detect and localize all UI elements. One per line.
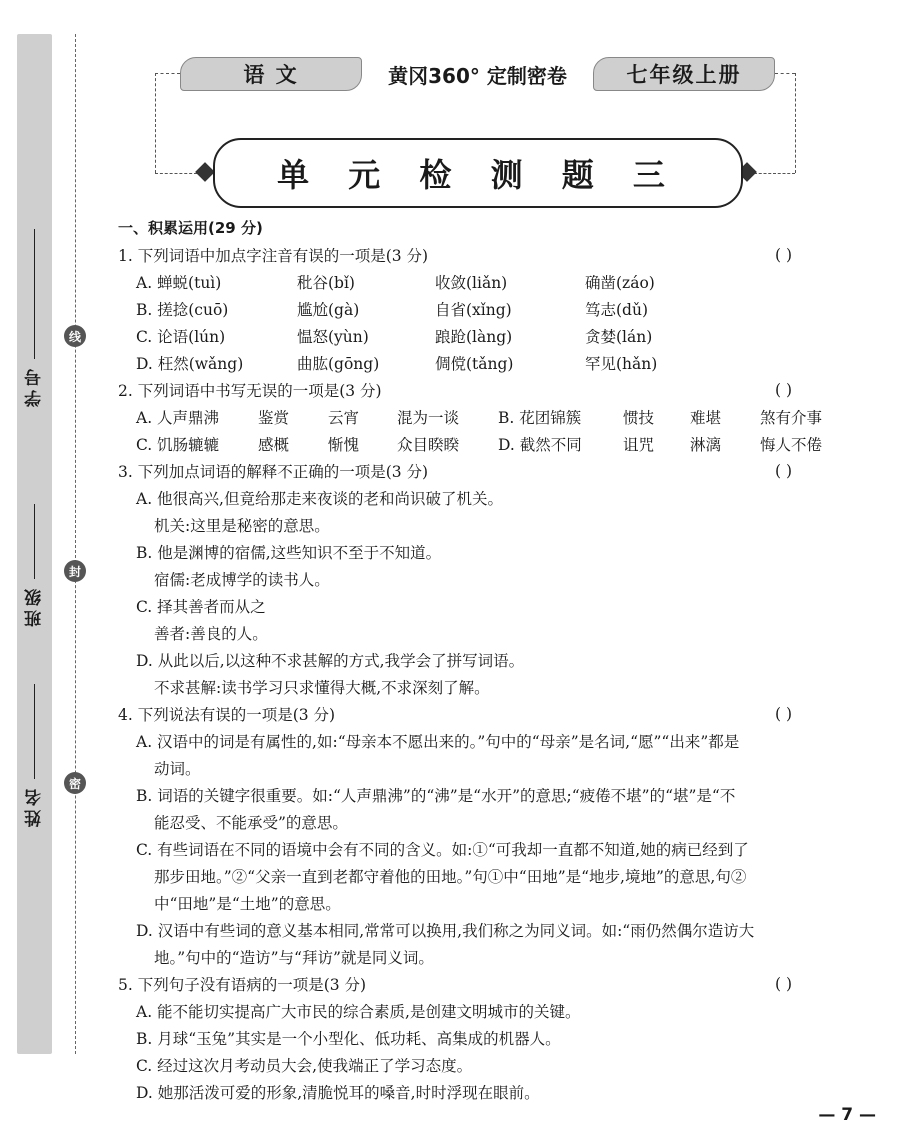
name-line <box>34 684 36 779</box>
q5-line: D. 她那活泼可爱的形象,清脆悦耳的嗓音,时时浮现在眼前。 <box>136 1084 540 1102</box>
q2-option-cell: 众目睽睽 <box>397 436 460 454</box>
q1-option-cell: 笃志(dǔ) <box>585 301 648 319</box>
cut-mark-secret: 密 <box>64 772 86 794</box>
header-dash <box>775 73 795 74</box>
q1-option-cell: 秕谷(bǐ) <box>297 274 355 292</box>
q1-option-cell: 愠怒(yùn) <box>297 328 369 346</box>
question-stem-1: 1. 下列词语中加点字注音有误的一项是(3 分) <box>118 247 429 265</box>
q4-line: A. 汉语中的词是有属性的,如:“母亲本不愿出来的。”句中的“母亲”是名词,“愿”“出来”都是 <box>136 733 740 751</box>
q4-line: B. 词语的关键字很重要。如:“人声鼎沸”的“沸”是“水开”的意思;“疲倦不堪”的“堪”是“不 <box>136 787 736 805</box>
q3-line: C. 择其善者而从之 <box>136 598 266 616</box>
title-box <box>213 138 743 208</box>
q2-option-cell: 混为一谈 <box>397 409 460 427</box>
q2-option-cell: 悔人不倦 <box>760 436 823 454</box>
cut-mark-line: 线 <box>64 325 86 347</box>
q1-option-cell: C. 论语(lún) <box>136 328 226 346</box>
q2-option-cell: 云宵 <box>328 409 360 427</box>
q1-option-cell: 踉跄(làng) <box>435 328 513 346</box>
q2-option-cell: 煞有介事 <box>760 409 823 427</box>
name-label: 姓名 <box>25 785 45 827</box>
student-id-field[interactable] <box>17 229 52 407</box>
q3-line: A. 他很高兴,但竟给那走来夜谈的老和尚识破了机关。 <box>136 490 503 508</box>
q4-line: C. 有些词语在不同的语境中会有不同的含义。如:①“可我却一直都不知道,她的病已经到了 <box>136 841 749 859</box>
q4-line: 地。”句中的“造访”与“拜访”就是同义词。 <box>154 949 434 967</box>
class-line <box>34 504 36 579</box>
q5-line: A. 能不能切实提高广大市民的综合素质,是创建文明城市的关键。 <box>136 1003 581 1021</box>
answer-blank-3[interactable]: ( ) <box>775 462 793 480</box>
student-id-label: 学号 <box>25 365 45 407</box>
q1-option-cell: 收敛(liǎn) <box>435 274 508 292</box>
series-title: 黄冈360° 定制密卷 <box>388 64 567 88</box>
binding-strip <box>17 34 52 1054</box>
q3-line: D. 从此以后,以这种不求甚解的方式,我学会了拼写词语。 <box>136 652 525 670</box>
q1-option-cell: 曲肱(gōng) <box>297 355 380 373</box>
q2-option-cell: 鉴赏 <box>258 409 290 427</box>
answer-blank-2[interactable]: ( ) <box>775 381 793 399</box>
cut-line <box>75 34 76 1054</box>
title-diamond-left <box>195 162 215 182</box>
header-dash <box>155 73 180 74</box>
answer-blank-5[interactable]: ( ) <box>775 975 793 993</box>
header-bar <box>180 57 775 91</box>
grade-pill: 七年级上册 <box>593 57 775 91</box>
q4-line: 那步田地。”②“父亲一直到老都守着他的田地。”句①中“田地”是“地步,境地”的意思,句② <box>154 868 747 886</box>
q1-option-cell: 罕见(hǎn) <box>585 355 658 373</box>
q3-line: 善者:善良的人。 <box>154 625 268 643</box>
q4-line: 能忍受、不能承受”的意思。 <box>154 814 348 832</box>
question-stem-2: 2. 下列词语中书写无误的一项是(3 分) <box>118 382 382 400</box>
q2-option-cell: D. 截然不同 <box>498 436 582 454</box>
q3-line: 宿儒:老成博学的读书人。 <box>154 571 330 589</box>
q2-option-cell: A. 人声鼎沸 <box>136 409 220 427</box>
q4-line: 中“田地”是“土地”的意思。 <box>154 895 341 913</box>
header-dash <box>155 73 156 173</box>
class-field[interactable] <box>17 504 52 627</box>
q1-option-cell: 自省(xǐng) <box>435 301 512 319</box>
q2-option-cell: C. 饥肠辘辘 <box>136 436 220 454</box>
question-stem-3: 3. 下列加点词语的解释不正确的一项是(3 分) <box>118 463 429 481</box>
q2-option-cell: 淋漓 <box>690 436 722 454</box>
header-dash <box>795 73 796 173</box>
student-id-line <box>34 229 36 359</box>
q2-option-cell: 诅咒 <box>623 436 655 454</box>
page-title: 单 元 检 测 题 三 <box>277 156 679 194</box>
q2-option-cell: 感概 <box>258 436 290 454</box>
q1-option-cell: A. 蝉蜕(tuì) <box>136 274 222 292</box>
q2-option-cell: B. 花团锦簇 <box>498 409 582 427</box>
q1-option-cell: D. 枉然(wǎng) <box>136 355 244 373</box>
page-number: — 7 — <box>818 1105 876 1125</box>
question-stem-5: 5. 下列句子没有语病的一项是(3 分) <box>118 976 367 994</box>
header-dash <box>155 173 197 174</box>
q3-line: B. 他是渊博的宿儒,这些知识不至于不知道。 <box>136 544 442 562</box>
header-dash <box>754 173 795 174</box>
class-label: 班级 <box>25 585 45 627</box>
q1-option-cell: 倜傥(tǎng) <box>435 355 514 373</box>
q3-line: 不求甚解:读书学习只求懂得大概,不求深刻了解。 <box>154 679 490 697</box>
q1-option-cell: B. 搓捻(cuō) <box>136 301 229 319</box>
q1-option-cell: 贪婪(lán) <box>585 328 653 346</box>
q2-option-cell: 惯技 <box>623 409 655 427</box>
q2-option-cell: 惭愧 <box>328 436 360 454</box>
q4-line: 动词。 <box>154 760 201 778</box>
question-stem-4: 4. 下列说法有误的一项是(3 分) <box>118 706 336 724</box>
answer-blank-4[interactable]: ( ) <box>775 705 793 723</box>
q1-option-cell: 确凿(záo) <box>585 274 655 292</box>
q2-option-cell: 难堪 <box>690 409 722 427</box>
q4-line: D. 汉语中有些词的意义基本相同,常常可以换用,我们称之为同义词。如:“雨仍然偶尔造访大 <box>136 922 755 940</box>
answer-blank-1[interactable]: ( ) <box>775 246 793 264</box>
name-field[interactable] <box>17 684 52 827</box>
subject-pill: 语 文 <box>180 57 362 91</box>
section-heading: 一、积累运用(29 分) <box>118 219 263 237</box>
q1-option-cell: 尴尬(gà) <box>297 301 360 319</box>
cut-mark-seal: 封 <box>64 560 86 582</box>
q5-line: B. 月球“玉兔”其实是一个小型化、低功耗、高集成的机器人。 <box>136 1030 561 1048</box>
q3-line: 机关:这里是秘密的意思。 <box>154 517 330 535</box>
q5-line: C. 经过这次月考动员大会,使我端正了学习态度。 <box>136 1057 473 1075</box>
